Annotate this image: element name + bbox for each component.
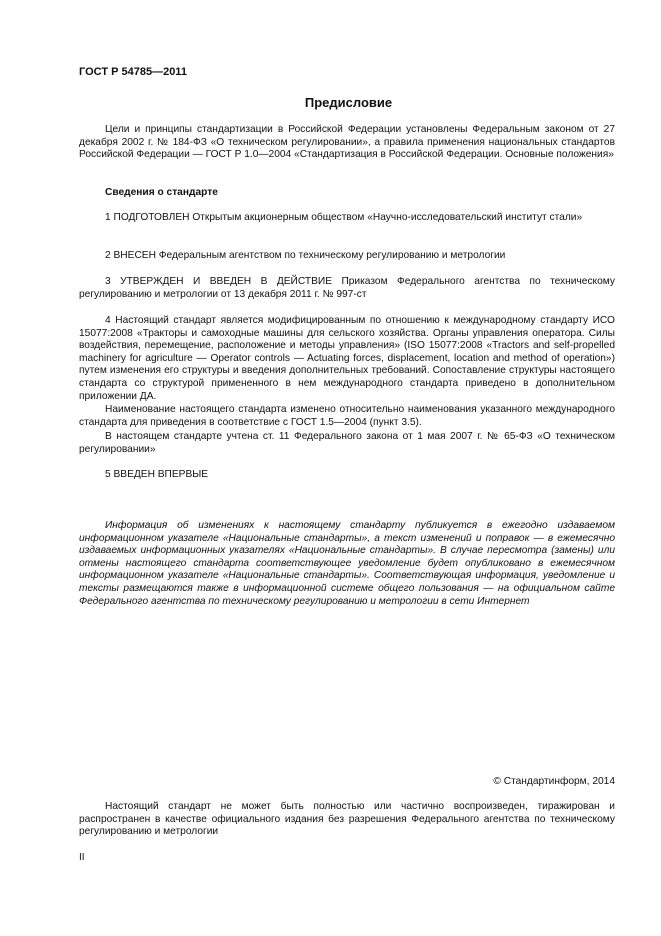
item-2: 2 ВНЕСЕН Федеральным агентством по техническому регулированию и метрологии (105, 250, 506, 261)
page-title: Предисловие (304, 95, 393, 110)
section-heading: Сведения о стандарте (105, 187, 218, 198)
copyright: © Стандартинформ, 2014 (493, 776, 615, 787)
changes-notice: Информация об изменениях к настоящему стандарту публикуется в ежегодно издаваемом информационном указателе «Национальные стандарты», а текст изменений и поправок — в ежемесячно издаваемых информационных указателях «Национальные стандарты». В случае пересмотра (замены) или отмены настоящего стандарта соответствующее уведомление будет опубликовано в ежемесячном информационном указателе «Национальные стандарты». Соответствующая информация, уведомление и тексты размещаются также в информационной системе общего пользования — на официальном сайте Федерального агентства по техническому регулированию и метрологии в сети Интернет (79, 520, 615, 607)
item-4-name-note: Наименование настоящего стандарта изменено относительно наименования указанного международного стандарта для приведения в соответствие с ГОСТ 1.5—2004 (пункт 3.5). (79, 404, 615, 428)
item-4-law-note: В настоящем стандарте учтена ст. 11 Федерального закона от 1 мая 2007 г. № 65-ФЗ «О техническом регулировании» (79, 431, 615, 455)
item-1: 1 ПОДГОТОВЛЕН Открытым акционерным обществом «Научно-исследовательский институт стали» (105, 212, 583, 223)
intro-paragraph: Цели и принципы стандартизации в Российской Федерации установлены Федеральным законом от 27 декабря 2002 г. № 184-ФЗ «О техническом регулировании», а правила применения национальных стандартов Российской Федерации — ГОСТ Р 1.0—2004 «Стандартизация в Российской Федерации. Основные положения» (79, 124, 615, 161)
standard-code: ГОСТ Р 54785—2011 (79, 66, 187, 78)
reproduction-notice: Настоящий стандарт не может быть полностью или частично воспроизведен, тиражирован и распространен в качестве официального издания без разрешения Федерального агентства по техническому регулированию и метрологии (79, 801, 615, 838)
item-5: 5 ВВЕДЕН ВПЕРВЫЕ (105, 469, 209, 480)
item-4: 4 Настоящий стандарт является модифицированным по отношению к международному стандарту ИСО 15077:2008 «Тракторы и самоходные машины для сельского хозяйства. Органы управления оператора. Силы воздействия, перемещение, расположение и методы управления» (ISO 15077:2008 «Tractors and self-propelled machinery for agriculture — Operator controls — Actuating forces, displacement, location and method of operation») путем изменения его структуры и введения дополнительных требований. Сопоставление структуры настоящего стандарта со структурой примененного в нем международного стандарта приведено в дополнительном приложении ДА. (79, 315, 615, 402)
page-number: II (79, 852, 85, 863)
item-3: 3 УТВЕРЖДЕН И ВВЕДЕН В ДЕЙСТВИЕ Приказом Федерального агентства по техническому регулированию и метрологии от 13 декабря 2011 г. № 997-ст (79, 276, 615, 300)
